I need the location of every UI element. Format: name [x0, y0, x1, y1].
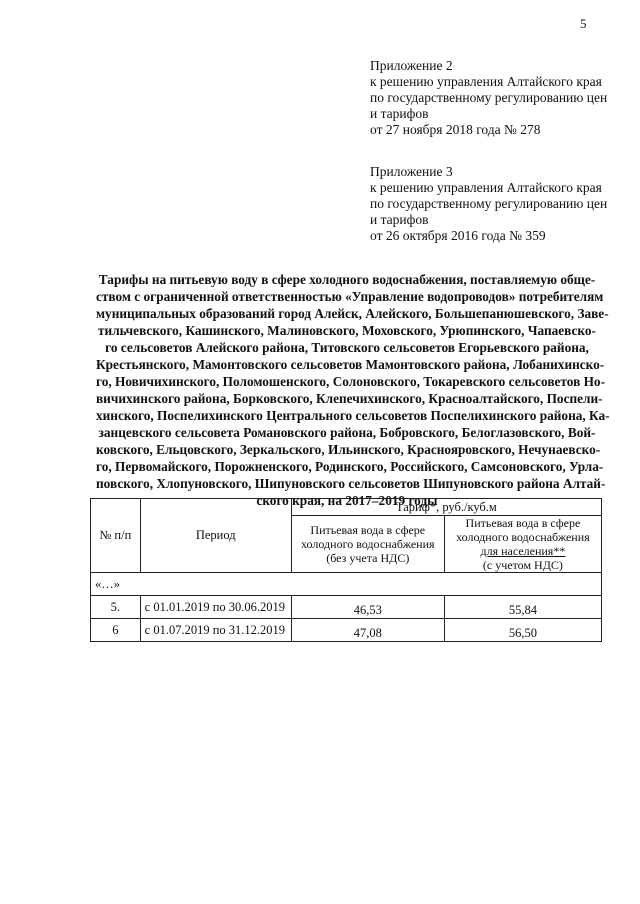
appendix-3-line: к решению управления Алтайского края — [370, 180, 602, 195]
row-no-vat-cell — [291, 619, 444, 642]
header-with-vat-line: для населения** — [480, 544, 566, 558]
row-period: с 01.01.2019 по 30.06.2019 — [140, 596, 291, 619]
title-line: го сельсоветов Алейского района, Титовского сельсоветов Егорьевского района, — [105, 340, 589, 355]
appendix-2-line: к решению управления Алтайского края — [370, 74, 602, 89]
header-no-vat-line: (без учета НДС) — [326, 551, 410, 565]
row-number: 5. — [91, 596, 141, 619]
row-no-vat: 46,53 — [353, 602, 382, 617]
row-with-vat-cell — [444, 596, 601, 619]
title-line: вичихинского района, Борковского, Клепечихинского, Красноалтайского, Поспели- — [96, 391, 603, 406]
header-tariff: Тариф*, руб./куб.м — [291, 499, 601, 516]
title-line: Тарифы на питьевую воду в сфере холодного водоснабжения, поставляемую обще- — [98, 272, 596, 287]
row-period: с 01.07.2019 по 31.12.2019 — [140, 619, 291, 642]
table-header-row — [91, 499, 602, 516]
title-line: го, Новичихинского, Поломошенского, Солоновского, Токаревского сельсоветов Но- — [96, 374, 605, 389]
title-line: занцевского сельсовета Романовского района, Бобровского, Белоглазовского, Вой- — [98, 425, 596, 440]
header-no-vat — [291, 516, 444, 573]
row-with-vat: 55,84 — [508, 602, 537, 617]
appendix-3-block — [370, 164, 632, 244]
appendix-2-block — [370, 58, 632, 138]
appendix-2-line: по государственному регулированию цен — [370, 90, 608, 105]
header-no-vat-line: холодного водоснабжения — [301, 537, 435, 551]
table-row-ellipsis — [91, 573, 602, 596]
appendix-3-line: от 26 октября 2016 года № 359 — [370, 228, 546, 243]
title-line: Крестьянского, Мамонтовского сельсоветов Мамонтовского района, Лобанихинско- — [96, 357, 605, 372]
row-number: 6 — [91, 619, 141, 642]
title-line: тильчевского, Кашинского, Малиновского, Моховского, Урюпинского, Чапаевско- — [98, 323, 596, 338]
appendix-2-line: Приложение 2 — [370, 58, 453, 73]
row-with-vat: 56,50 — [508, 625, 537, 640]
header-with-vat-line: (с учетом НДС) — [482, 558, 563, 572]
header-no-vat-line: Питьевая вода в сфере — [310, 523, 426, 537]
header-period: Период — [140, 499, 291, 573]
title-line: повского, Хлопуновского, Шипуновского сельсоветов Шипуновского района Алтай- — [96, 476, 606, 491]
title-line: муниципальных образований город Алейск, Алейского, Большепанюшевского, Заве- — [96, 306, 609, 321]
appendix-2-line: от 27 ноября 2018 года № 278 — [370, 122, 541, 137]
ellipsis-cell: «…» — [91, 573, 602, 596]
title-line: хинского, Поспелихинского Центрального сельсоветов Поспелихинского района, Ка- — [96, 408, 610, 423]
page-number: 5 — [580, 16, 587, 31]
title-line: го, Первомайского, Порожненского, Родинского, Российского, Самсоновского, Урла- — [96, 459, 604, 474]
tariff-table — [90, 498, 602, 642]
row-no-vat: 47,08 — [353, 625, 382, 640]
appendix-3-line: Приложение 3 — [370, 164, 453, 179]
document-title — [96, 271, 610, 509]
header-with-vat-line: Питьевая вода в сфере — [465, 516, 581, 530]
header-with-vat-line: холодного водоснабжения — [456, 530, 590, 544]
table-row — [91, 619, 602, 642]
table-row — [91, 596, 602, 619]
header-with-vat — [444, 516, 601, 573]
title-line: ством с ограниченной ответственностью «Управление водопроводов» потребителям — [96, 289, 604, 304]
title-line: ского края, на 2017–2019 годы — [256, 493, 438, 508]
row-with-vat-cell — [444, 619, 601, 642]
title-line: ковского, Ельцовского, Зеркальского, Ильинского, Краснояровского, Нечунаевско- — [96, 442, 601, 457]
row-no-vat-cell — [291, 596, 444, 619]
header-row-number: № п/п — [91, 499, 141, 573]
appendix-2-line: и тарифов — [370, 106, 429, 121]
appendix-3-line: по государственному регулированию цен — [370, 196, 608, 211]
appendix-3-line: и тарифов — [370, 212, 429, 227]
